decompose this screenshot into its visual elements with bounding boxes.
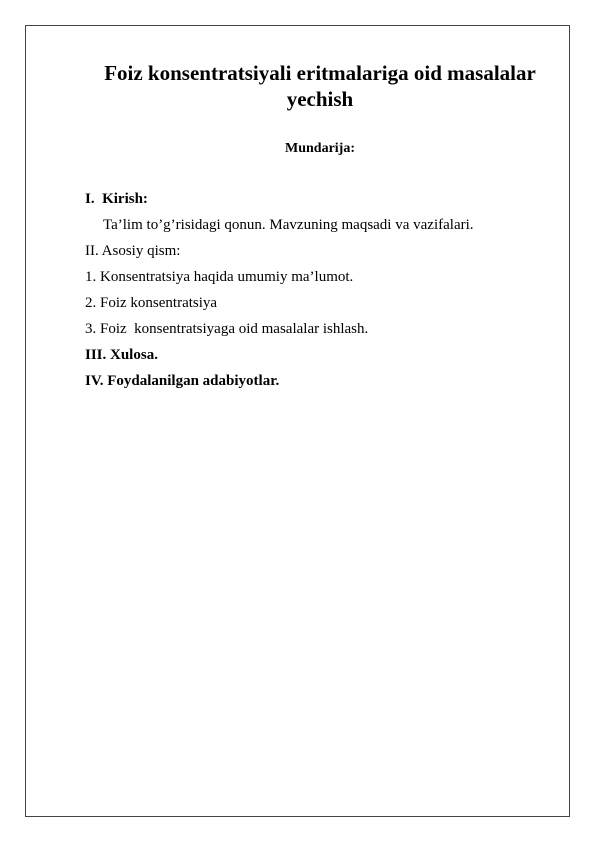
- toc-item-introduction-detail: Ta’lim to’g’risidagi qonun. Mavzuning maqsadi va vazifalari.: [103, 217, 474, 233]
- toc-item-main-part: II. Asosiy qism:: [85, 243, 181, 259]
- title-line-2: yechish: [286, 87, 354, 111]
- toc-item-introduction: I. Kirish:: [85, 191, 148, 207]
- toc-item-references: IV. Foydalanilgan adabiyotlar.: [85, 373, 280, 389]
- toc-item-1: 1. Konsentratsiya haqida umumiy ma’lumot.: [85, 269, 354, 285]
- toc-item-conclusion: III. Xulosa.: [85, 347, 158, 363]
- toc-item-2: 2. Foiz konsentratsiya: [85, 295, 218, 311]
- toc-item-3: 3. Foiz konsentratsiyaga oid masalalar ishlash.: [85, 321, 369, 337]
- document-title: [80, 60, 560, 112]
- contents-heading: Mundarija:: [285, 141, 355, 156]
- title-line-1: Foiz konsentratsiyali eritmalariga oid masalalar: [104, 61, 536, 85]
